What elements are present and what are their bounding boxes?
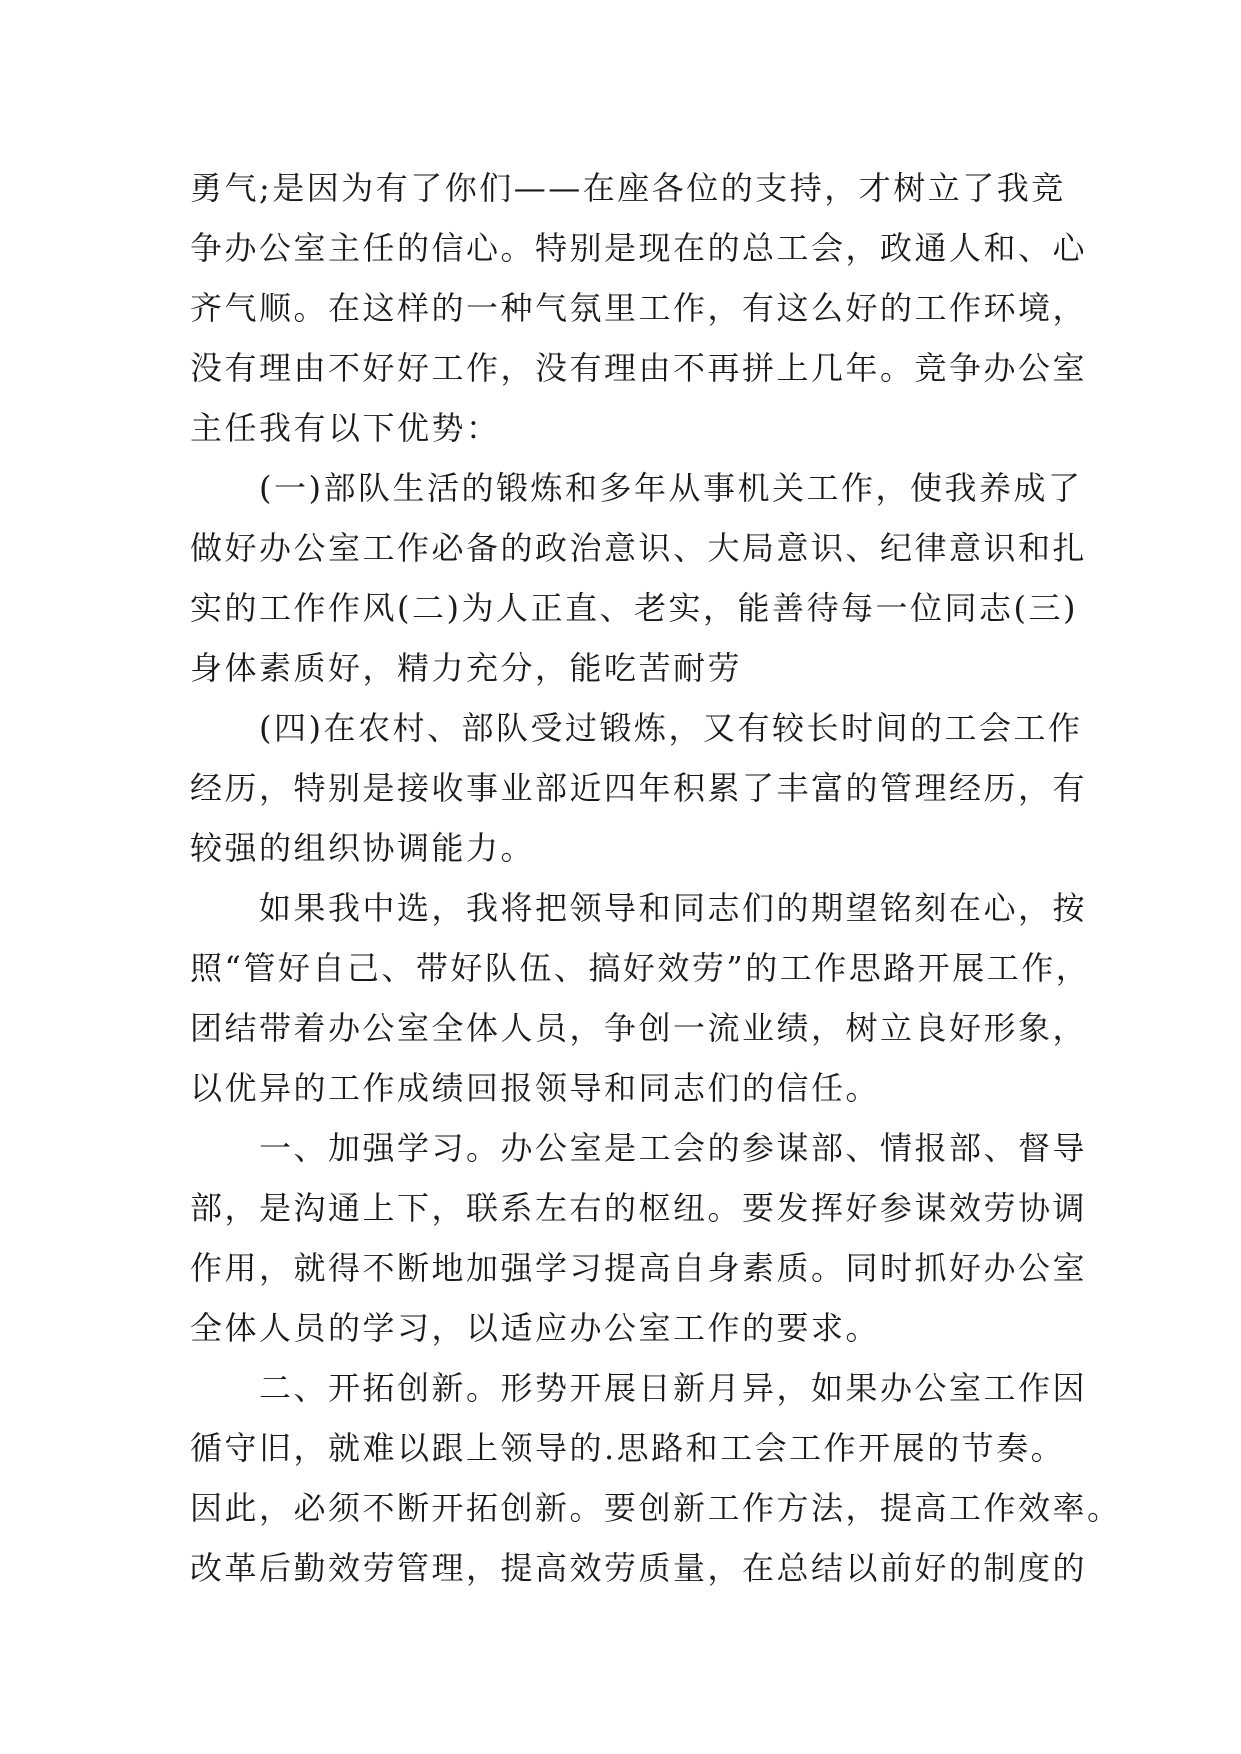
text-line: (一)部队生活的锻炼和多年从事机关工作，使我养成了	[190, 469, 1083, 507]
text-line: 改革后勤效劳管理，提高效劳质量，在总结以前好的制度的	[190, 1549, 1088, 1587]
text-line: 作用，就得不断地加强学习提高自身素质。同时抓好办公室	[190, 1249, 1088, 1287]
text-line: (四)在农村、部队受过锻炼，又有较长时间的工会工作	[190, 709, 1083, 747]
text-line: 经历，特别是接收事业部近四年积累了丰富的管理经历，有	[190, 769, 1088, 807]
text-line: 争办公室主任的信心。特别是现在的总工会，政通人和、心	[190, 229, 1088, 267]
text-line: 全体人员的学习，以适应办公室工作的要求。	[190, 1309, 881, 1347]
text-line: 部，是沟通上下，联系左右的枢纽。要发挥好参谋效劳协调	[190, 1189, 1088, 1227]
text-line: 如果我中选，我将把领导和同志们的期望铭刻在心，按	[190, 889, 1088, 927]
text-line: 照“管好自己、带好队伍、搞好效劳”的工作思路开展工作，	[190, 949, 1091, 987]
text-line: 团结带着办公室全体人员，争创一流业绩，树立良好形象，	[190, 1009, 1088, 1047]
text-line: 二、开拓创新。形势开展日新月异，如果办公室工作因	[190, 1369, 1088, 1407]
text-line: 齐气顺。在这样的一种气氛里工作，有这么好的工作环境，	[190, 289, 1088, 327]
text-line: 以优异的工作成绩回报领导和同志们的信任。	[190, 1069, 881, 1107]
text-line: 勇气;是因为有了你们——在座各位的支持，才树立了我竞	[190, 169, 1066, 207]
text-line: 循守旧，就难以跟上领导的.思路和工会工作开展的节奏。	[190, 1429, 1066, 1467]
text-line: 没有理由不好好工作，没有理由不再拼上几年。竞争办公室	[190, 349, 1088, 387]
text-line: 身体素质好，精力充分，能吃苦耐劳	[190, 649, 743, 687]
text-line: 主任我有以下优势：	[190, 409, 501, 447]
text-line: 实的工作作风(二)为人正直、老实，能善待每一位同志(三)	[190, 589, 1078, 627]
document-body	[190, 158, 1122, 1598]
text-line: 因此，必须不断开拓创新。要创新工作方法，提高工作效率。	[190, 1489, 1122, 1527]
text-line: 做好办公室工作必备的政治意识、大局意识、纪律意识和扎	[190, 529, 1088, 567]
text-line: 一、加强学习。办公室是工会的参谋部、情报部、督导	[190, 1129, 1088, 1167]
text-line: 较强的组织协调能力。	[190, 829, 536, 867]
